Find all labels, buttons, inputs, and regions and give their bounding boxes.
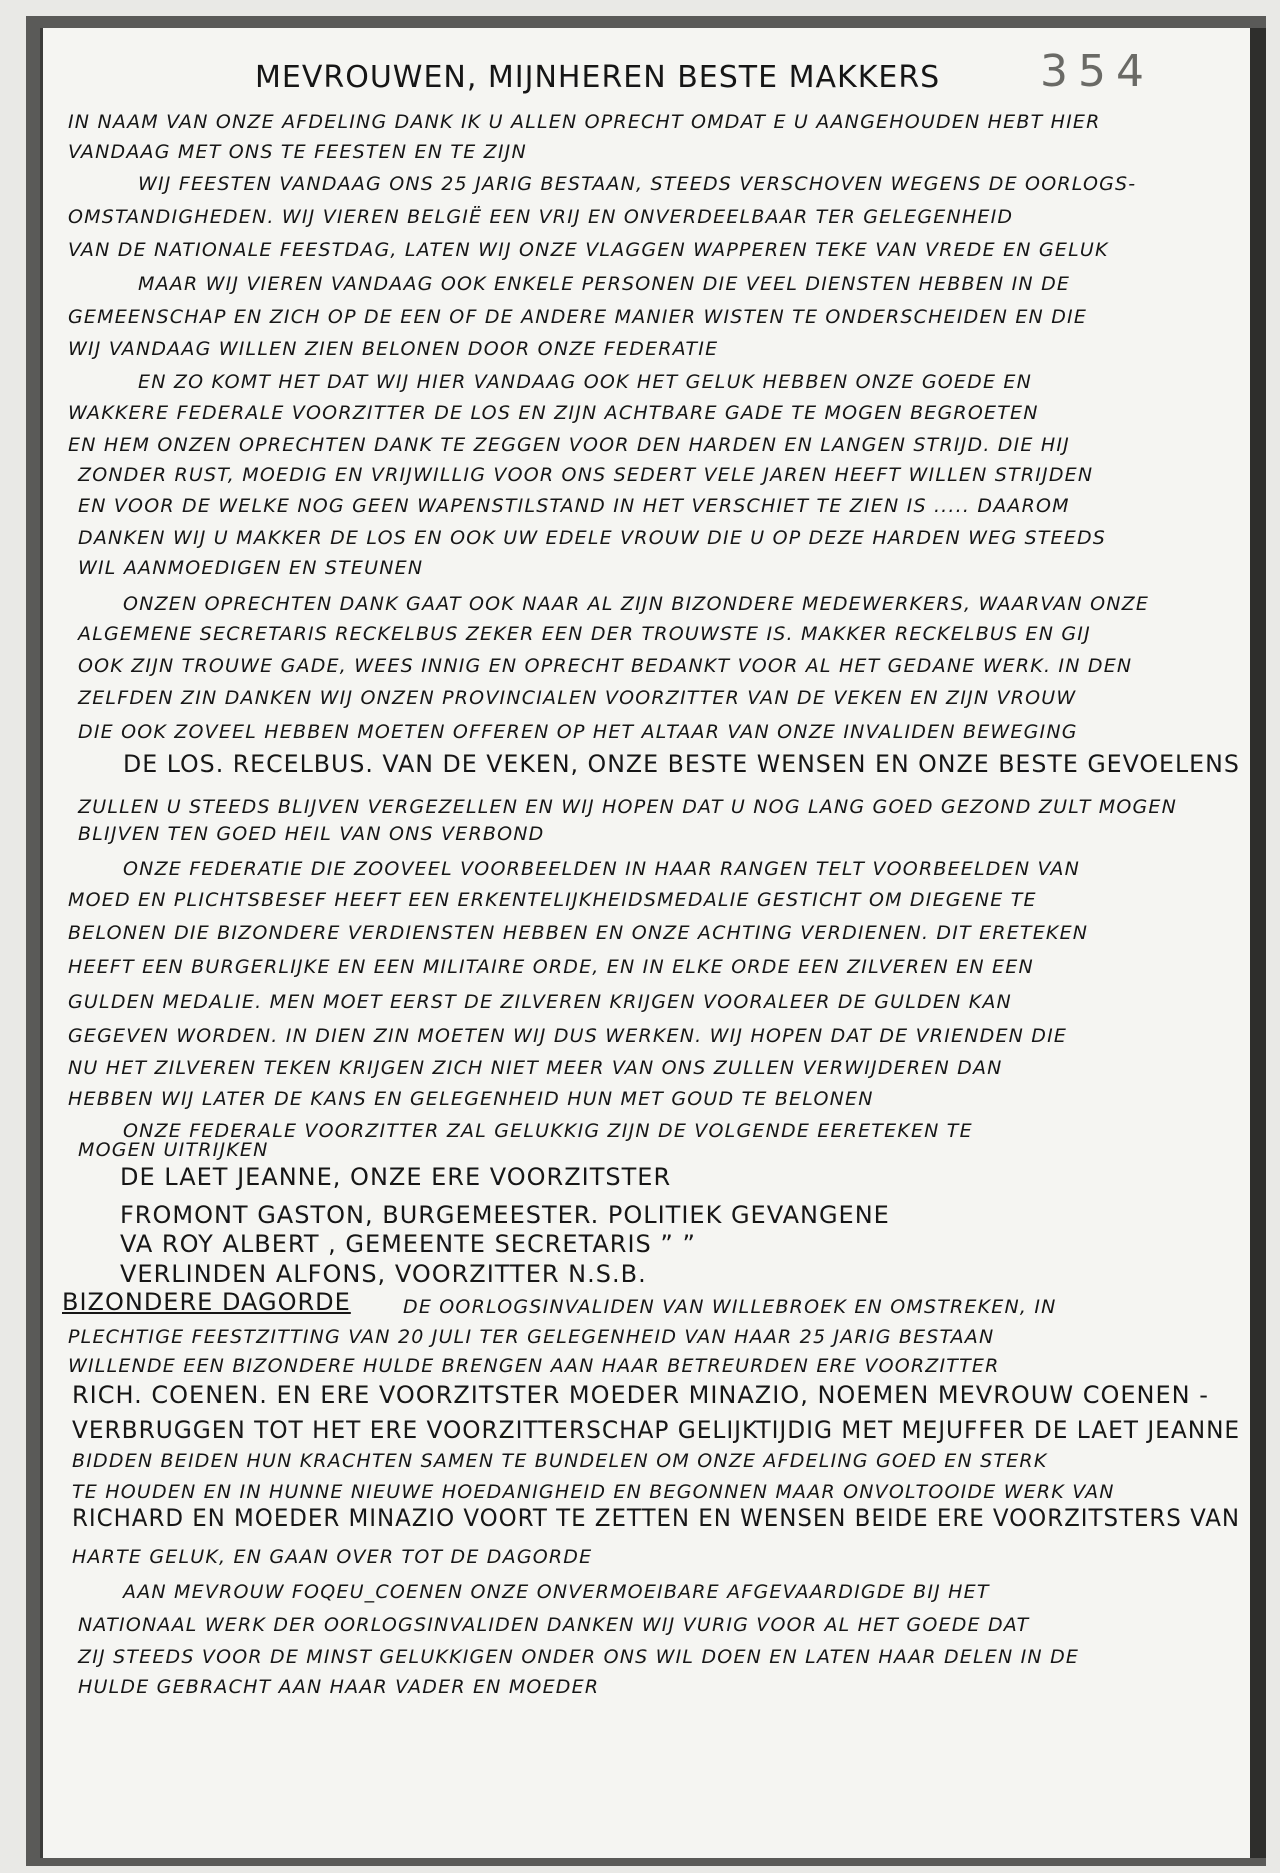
text-line: DE OORLOGSINVALIDEN VAN WILLEBROEK EN OMSTREKEN, IN [403,1296,1057,1318]
text-line: HARTE GELUK, EN GAAN OVER TOT DE DAGORDE [72,1546,593,1568]
text-line: WIJ VANDAAG WILLEN ZIEN BELONEN DOOR ONZE FEDERATIE [68,338,719,360]
text-line: VA ROY ALBERT , GEMEENTE SECRETARIS ” ” [120,1230,696,1258]
text-line: ONZE FEDERALE VOORZITTER ZAL GELUKKIG ZIJN DE VOLGENDE EERETEKEN TE [123,1120,973,1142]
text-line: VERLINDEN ALFONS, VOORZITTER N.S.B. [120,1260,647,1288]
text-line: MOGEN UITRIJKEN [78,1139,269,1161]
text-line: DIE OOK ZOVEEL HEBBEN MOETEN OFFEREN OP HET ALTAAR VAN ONZE INVALIDEN BEWEGING [78,721,1078,743]
text-line: ZELFDEN ZIN DANKEN WIJ ONZEN PROVINCIALEN VOORZITTER VAN DE VEKEN EN ZIJN VROUW [78,687,1077,709]
text-line: DANKEN WIJ U MAKKER DE LOS EN OOK UW EDELE VROUW DIE U OP DEZE HARDEN WEG STEEDS [78,527,1107,549]
text-line: FROMONT GASTON, BURGEMEESTER. POLITIEK GEVANGENE [120,1201,890,1229]
text-line: OOK ZIJN TROUWE GADE, WEES INNIG EN OPRECHT BEDANKT VOOR AL HET GEDANE WERK. IN DEN [78,655,1133,677]
text-line: WILLENDE EEN BIZONDERE HULDE BRENGEN AAN HAAR BETREURDEN ERE VOORZITTER [68,1355,1000,1377]
text-line: EN ZO KOMT HET DAT WIJ HIER VANDAAG OOK HET GELUK HEBBEN ONZE GOEDE EN [138,371,1033,393]
text-line: WAKKERE FEDERALE VOORZITTER DE LOS EN ZIJN ACHTBARE GADE TE MOGEN BEGROETEN [68,402,1039,424]
text-line: DE LOS. RECELBUS. VAN DE VEKEN, ONZE BESTE WENSEN EN ONZE BESTE GEVOELENS [123,750,1240,778]
page-title: MEVROUWEN, MIJNHEREN BESTE MAKKERS [255,60,941,95]
text-line: GULDEN MEDALIE. MEN MOET EERST DE ZILVEREN KRIJGEN VOORALEER DE GULDEN KAN [68,991,1012,1013]
text-line: VERBRUGGEN TOT HET ERE VOORZITTERSCHAP GELIJKTIJDIG MET MEJUFFER DE LAET JEANNE [72,1416,1241,1444]
text-line: RICH. COENEN. EN ERE VOORZITSTER MOEDER MINAZIO, NOEMEN MEVROUW COENEN - [72,1381,1209,1409]
text-line: IN NAAM VAN ONZE AFDELING DANK IK U ALLEN OPRECHT OMDAT E U AANGEHOUDEN HEBT HIER [68,111,1101,133]
text-line: MOED EN PLICHTSBESEF HEEFT EEN ERKENTELIJKHEIDSMEDALIE GESTICHT OM DIEGENE TE [68,889,1037,911]
text-line: AAN MEVROUW FOQEU_COENEN ONZE ONVERMOEIBARE AFGEVAARDIGDE BIJ HET [123,1581,990,1603]
text-line: BLIJVEN TEN GOED HEIL VAN ONS VERBOND [78,823,545,845]
text-line: HULDE GEBRACHT AAN HAAR VADER EN MOEDER [78,1676,600,1698]
text-line: ZULLEN U STEEDS BLIJVEN VERGEZELLEN EN WIJ HOPEN DAT U NOG LANG GOED GEZOND ZULT MOGEN [78,796,1178,818]
text-line: RICHARD EN MOEDER MINAZIO VOORT TE ZETTEN EN WENSEN BEIDE ERE VOORZITSTERS VAN [72,1504,1241,1532]
text-line: ZIJ STEEDS VOOR DE MINST GELUKKIGEN ONDER ONS WIL DOEN EN LATEN HAAR DELEN IN DE [78,1646,1080,1668]
text-line: ONZE FEDERATIE DIE ZOOVEEL VOORBEELDEN IN HAAR RANGEN TELT VOORBEELDEN VAN [123,858,1081,880]
text-line: DE LAET JEANNE, ONZE ERE VOORZITSTER [120,1163,672,1191]
text-line: ALGEMENE SECRETARIS RECKELBUS ZEKER EEN DER TROUWSTE IS. MAKKER RECKELBUS EN GIJ [78,623,1091,645]
text-line: ZONDER RUST, MOEDIG EN VRIJWILLIG VOOR ONS SEDERT VELE JAREN HEEFT WILLEN STRIJDEN [78,464,1094,486]
text-line: TE HOUDEN EN IN HUNNE NIEUWE HOEDANIGHEID EN BEGONNEN MAAR ONVOLTOOIDE WERK VAN [72,1481,1115,1503]
text-line: HEEFT EEN BURGERLIJKE EN EEN MILITAIRE ORDE, EN IN ELKE ORDE EEN ZILVEREN EN EEN [68,956,1034,978]
text-line: ONZEN OPRECHTEN DANK GAAT OOK NAAR AL ZIJN BIZONDERE MEDEWERKERS, WAARVAN ONZE [123,593,1150,615]
text-line: MAAR WIJ VIEREN VANDAAG OOK ENKELE PERSONEN DIE VEEL DIENSTEN HEBBEN IN DE [138,273,1071,295]
text-line: BIDDEN BEIDEN HUN KRACHTEN SAMEN TE BUNDELEN OM ONZE AFDELING GOED EN STERK [72,1450,1048,1472]
text-line: GEGEVEN WORDEN. IN DIEN ZIN MOETEN WIJ DUS WERKEN. WIJ HOPEN DAT DE VRIENDEN DIE [68,1025,1068,1047]
text-line: EN VOOR DE WELKE NOG GEEN WAPENSTILSTAND IN HET VERSCHIET TE ZIEN IS ..... DAAROM [78,495,1070,517]
page-number: 354 [1040,46,1154,97]
text-line: GEMEENSCHAP EN ZICH OP DE EEN OF DE ANDERE MANIER WISTEN TE ONDERSCHEIDEN EN DIE [68,306,1088,328]
text-line: EN HEM ONZEN OPRECHTEN DANK TE ZEGGEN VOOR DEN HARDEN EN LANGEN STRIJD. DIE HIJ [68,434,1070,456]
text-line: OMSTANDIGHEDEN. WIJ VIEREN BELGIË EEN VRIJ EN ONVERDEELBAAR TER GELEGENHEID [68,206,1014,228]
text-line: NATIONAAL WERK DER OORLOGSINVALIDEN DANKEN WIJ VURIG VOOR AL HET GOEDE DAT [78,1614,1030,1636]
text-line: WIJ FEESTEN VANDAAG ONS 25 JARIG BESTAAN, STEEDS VERSCHOVEN WEGENS DE OORLOGS- [138,173,1137,195]
text-line: VAN DE NATIONALE FEESTDAG, LATEN WIJ ONZE VLAGGEN WAPPEREN TEKE VAN VREDE EN GELUK [68,239,1109,261]
section-heading: BIZONDERE DAGORDE [62,1288,351,1316]
text-line: HEBBEN WIJ LATER DE KANS EN GELEGENHEID HUN MET GOUD TE BELONEN [68,1088,874,1110]
text-line: PLECHTIGE FEESTZITTING VAN 20 JULI TER GELEGENHEID VAN HAAR 25 JARIG BESTAAN [68,1326,995,1348]
text-line: VANDAAG MET ONS TE FEESTEN EN TE ZIJN [68,141,527,163]
text-line: BELONEN DIE BIZONDERE VERDIENSTEN HEBBEN EN ONZE ACHTING VERDIENEN. DIT ERETEKEN [68,922,1089,944]
text-line: WIL AANMOEDIGEN EN STEUNEN [78,557,424,579]
text-line: NU HET ZILVEREN TEKEN KRIJGEN ZICH NIET MEER VAN ONS ZULLEN VERWIJDEREN DAN [68,1057,1003,1079]
